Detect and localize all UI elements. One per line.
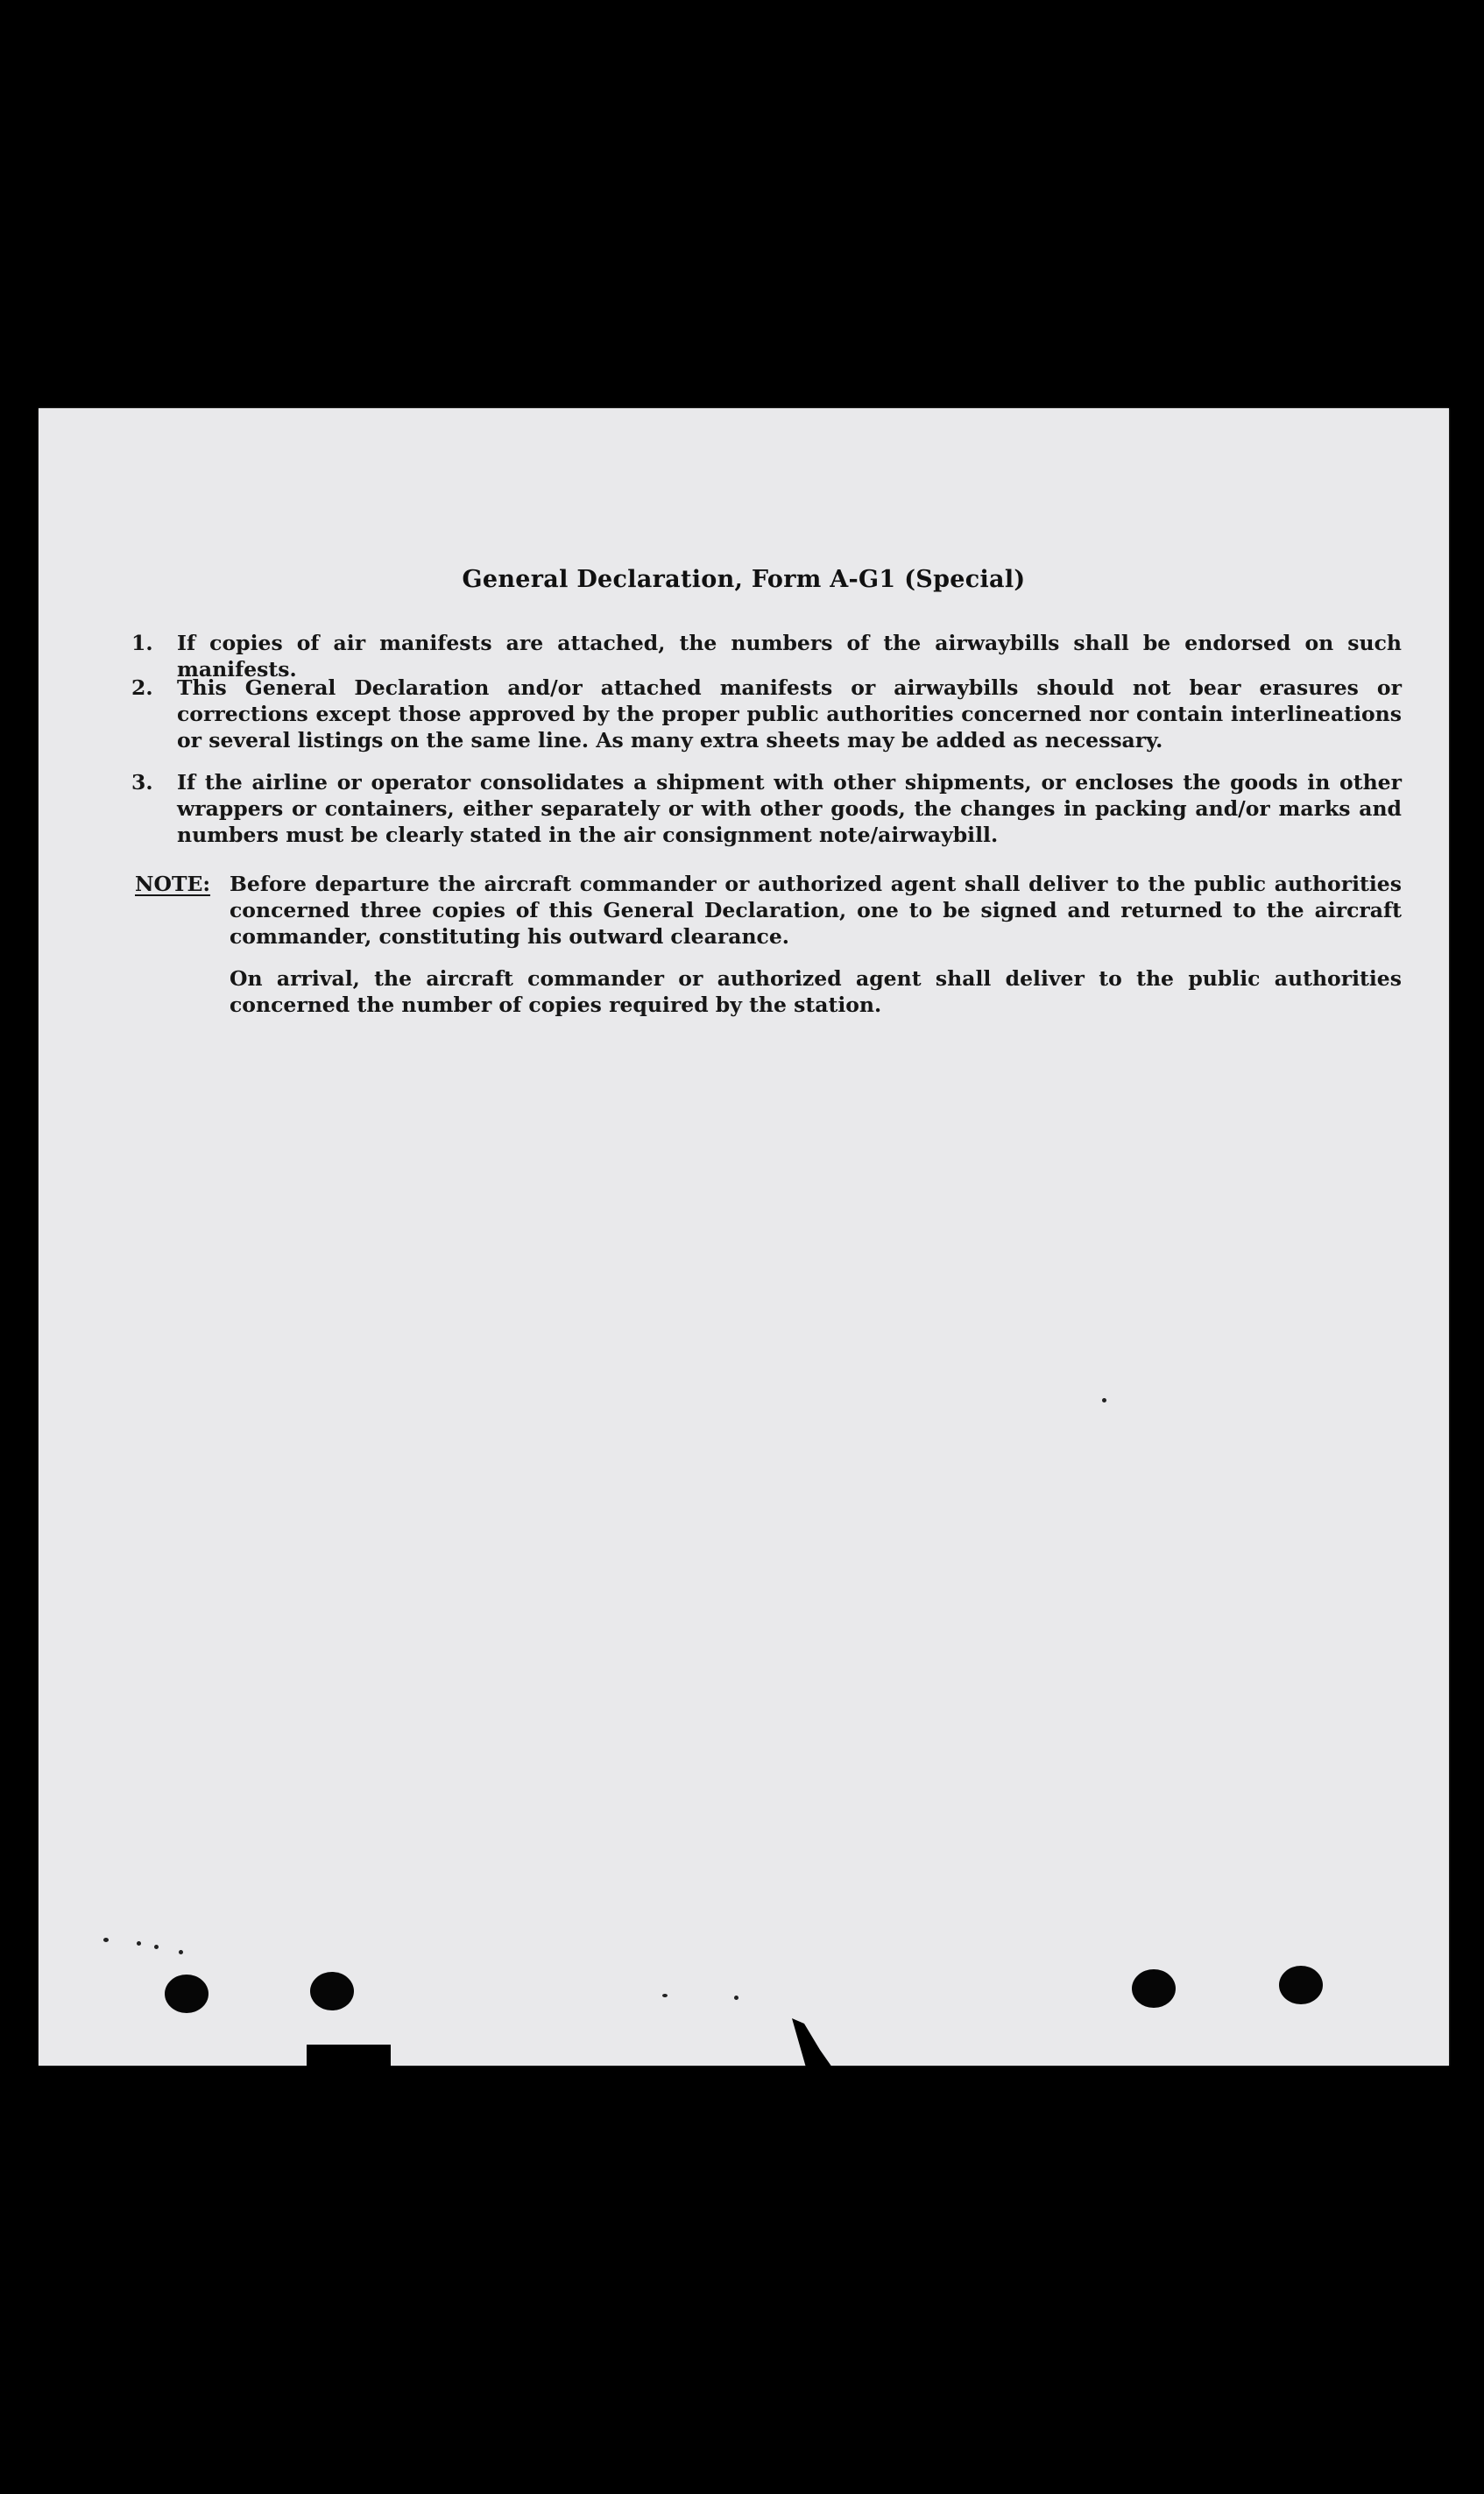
scan-speck <box>734 1996 738 2000</box>
page-edge-tear <box>307 2045 391 2071</box>
scan-speck <box>1102 1398 1106 1402</box>
note-label: NOTE: <box>135 872 211 896</box>
item-2-number: 2. <box>131 675 153 700</box>
document-page <box>39 408 1449 2066</box>
scan-speck <box>103 1938 109 1942</box>
scan-speck <box>154 1945 159 1949</box>
punch-hole <box>1132 1969 1176 2008</box>
note-text: Before departure the aircraft commander or authorized agent shall deliver to the public authorities concerned three copies of this General Declaration, one to be signed and returned to the aircraft commander, constituting his outward clearance. <box>230 872 1402 949</box>
item-3-text: If the airline or operator consolidates a shipment with other shipments, or encloses the goods in other wrappers or containers, either separately or with other goods, the changes in packing and/or marks and numbers must be clearly stated in the air consignment note/airwaybill. <box>177 770 1402 847</box>
item-3-number: 3. <box>131 770 153 795</box>
note-text-arrival: On arrival, the aircraft commander or authorized agent shall deliver to the public authorities concerned the number of copies required by the station. <box>230 966 1402 1017</box>
item-2-text: This General Declaration and/or attached manifests or airwaybills should not bear erasures or corrections except those approved by the proper public authorities concerned nor contain interlineations or several listings on the same line. As many extra sheets may be added as necessary. <box>177 675 1402 752</box>
item-1-text: If copies of air manifests are attached, the numbers of the airwaybills shall be endorsed on such manifests. <box>177 631 1402 682</box>
document-title: General Declaration, Form A-G1 (Special) <box>462 566 1026 593</box>
punch-hole <box>165 1975 208 2013</box>
scan-speck <box>662 1994 668 1997</box>
item-1-number: 1. <box>131 631 153 655</box>
punch-hole <box>1279 1966 1323 2004</box>
scan-speck <box>137 1941 141 1946</box>
punch-hole <box>310 1972 354 2010</box>
page-edge-tear <box>788 2015 859 2071</box>
scan-speck <box>179 1950 183 1954</box>
